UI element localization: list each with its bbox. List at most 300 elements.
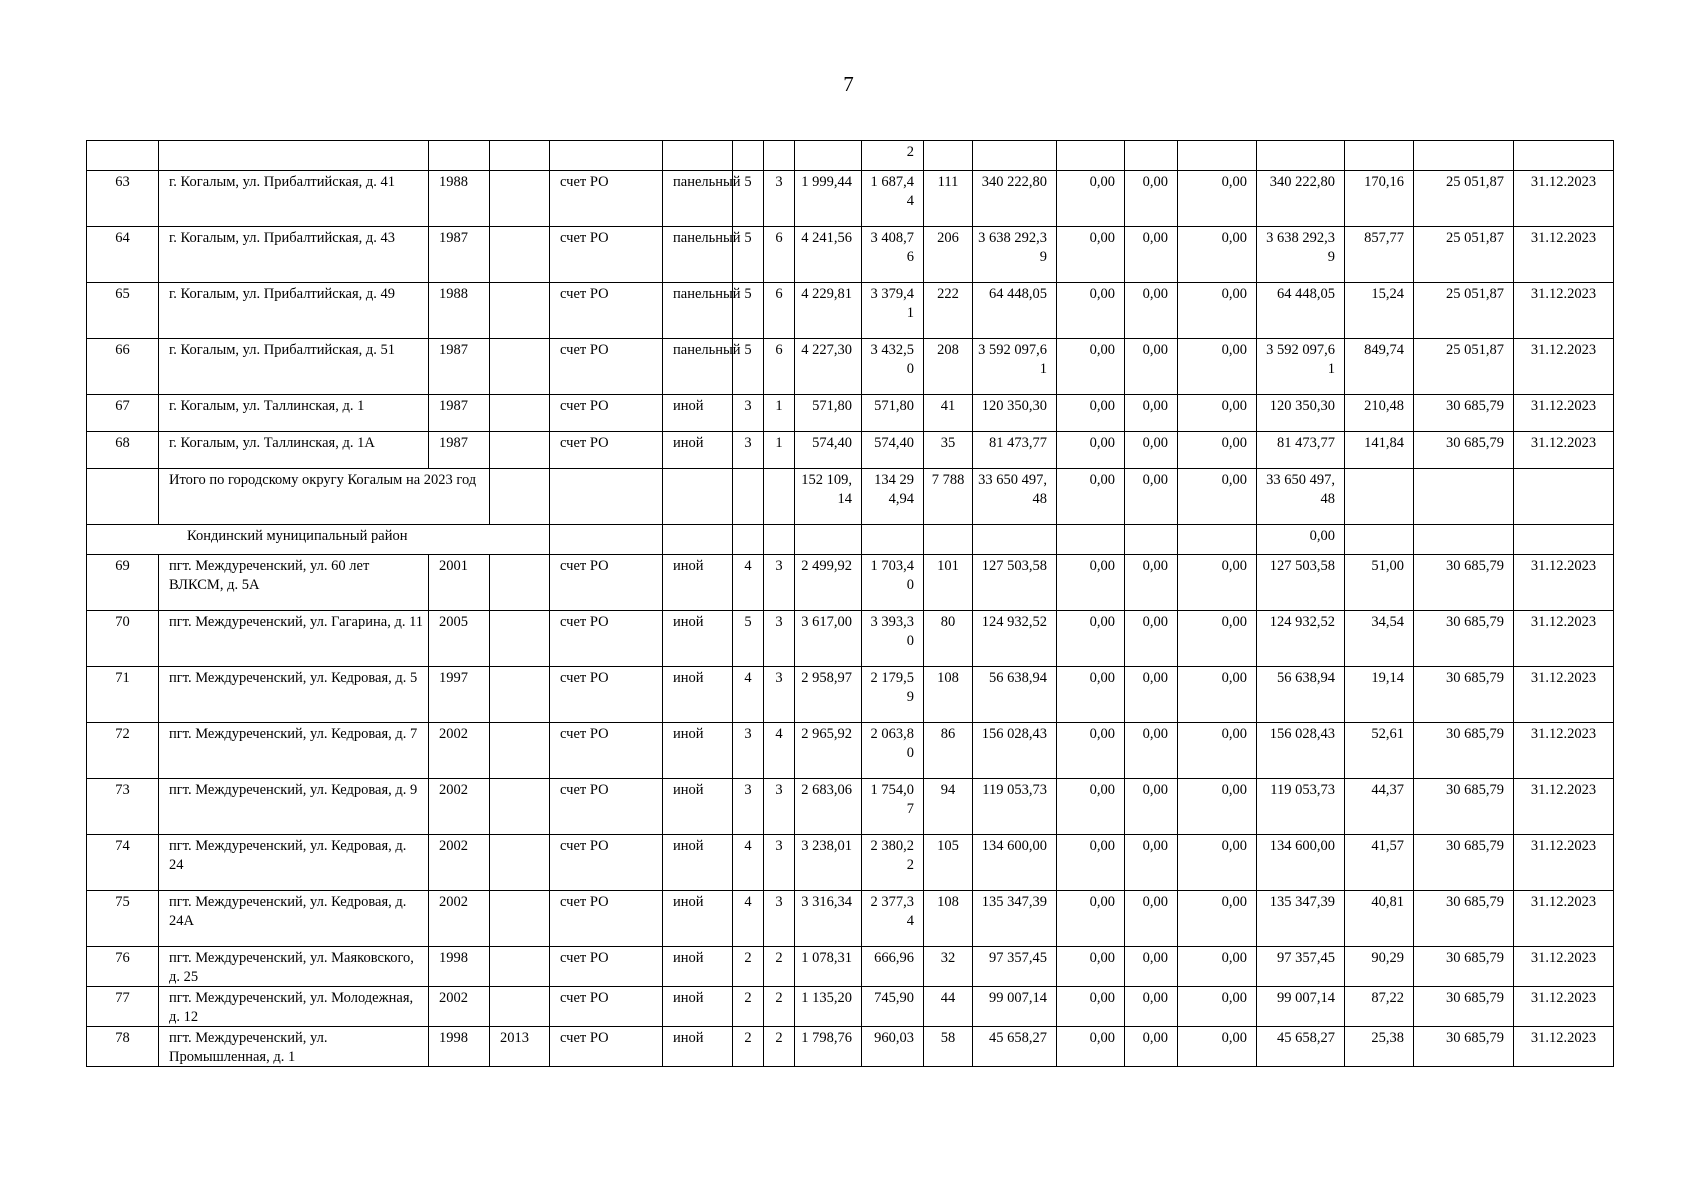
cell-year-built: 1987 bbox=[429, 432, 490, 469]
cell-area-live: 3 432,50 bbox=[862, 339, 924, 395]
cell-year-2 bbox=[490, 723, 550, 779]
cell-floors: 3 bbox=[733, 779, 764, 835]
cell-specific-cost: 34,54 bbox=[1345, 611, 1414, 667]
cell-fund-method: счет РО bbox=[550, 667, 663, 723]
cell-total-cost: 135 347,39 bbox=[973, 891, 1057, 947]
cell-area-total: 1 798,76 bbox=[795, 1027, 862, 1067]
cell-number: 64 bbox=[87, 227, 159, 283]
cell-source-4: 97 357,45 bbox=[1257, 947, 1345, 987]
cell-total-cost: 124 932,52 bbox=[973, 611, 1057, 667]
total-area-total: 152 109,14 bbox=[795, 469, 862, 525]
cell-source-4: 134 600,00 bbox=[1257, 835, 1345, 891]
cell-number: 63 bbox=[87, 171, 159, 227]
cell-address: пгт. Междуреченский, ул. Кедровая, д. 5 bbox=[159, 667, 429, 723]
cell-year-2 bbox=[490, 667, 550, 723]
cell-empty bbox=[1178, 525, 1257, 555]
cell-year-2 bbox=[490, 171, 550, 227]
total-cost: 33 650 497,48 bbox=[973, 469, 1057, 525]
cell-source-1: 0,00 bbox=[1057, 835, 1125, 891]
cell-number: 74 bbox=[87, 835, 159, 891]
cell-address: пгт. Междуреченский, ул. Маяковского, д. 25 bbox=[159, 947, 429, 987]
cell-source-1: 0,00 bbox=[1057, 987, 1125, 1027]
cell-area-live: 2 bbox=[862, 141, 924, 171]
cell-number: 66 bbox=[87, 339, 159, 395]
cell-specific-cost: 87,22 bbox=[1345, 987, 1414, 1027]
cell-source-1: 0,00 bbox=[1057, 891, 1125, 947]
table-row bbox=[87, 395, 1614, 432]
cell-specific-cost: 141,84 bbox=[1345, 432, 1414, 469]
cell-year-2 bbox=[490, 779, 550, 835]
cell-address: пгт. Междуреченский, ул. Молодежная, д. 12 bbox=[159, 987, 429, 1027]
cell-source-4: 3 638 292,39 bbox=[1257, 227, 1345, 283]
cell-fund-method: счет РО bbox=[550, 395, 663, 432]
cell-area-live: 3 379,41 bbox=[862, 283, 924, 339]
cell-total-cost: 3 638 292,39 bbox=[973, 227, 1057, 283]
cell-total-cost: 45 658,27 bbox=[973, 1027, 1057, 1067]
table-row bbox=[87, 1027, 1614, 1067]
cell-entrances: 2 bbox=[764, 987, 795, 1027]
total-residents: 7 788 bbox=[924, 469, 973, 525]
cell-year-built: 1997 bbox=[429, 667, 490, 723]
cell-source-3: 0,00 bbox=[1178, 283, 1257, 339]
cell-year-2 bbox=[490, 947, 550, 987]
cell-year-2 bbox=[490, 339, 550, 395]
cell-year-built: 2002 bbox=[429, 779, 490, 835]
page-number: 7 bbox=[843, 72, 854, 96]
cell-wall-material: панельный bbox=[663, 339, 733, 395]
cell-floors: 5 bbox=[733, 283, 764, 339]
cell-specific-cost: 90,29 bbox=[1345, 947, 1414, 987]
cell-year-2 bbox=[490, 395, 550, 432]
cell-plan-date: 31.12.2023 bbox=[1514, 667, 1614, 723]
cell-limit-cost: 25 051,87 bbox=[1414, 227, 1514, 283]
cell-area-total: 3 316,34 bbox=[795, 891, 862, 947]
cell-source-4: 56 638,94 bbox=[1257, 667, 1345, 723]
cell-total-cost: 99 007,14 bbox=[973, 987, 1057, 1027]
cell-floors: 4 bbox=[733, 555, 764, 611]
cell-source-4: 120 350,30 bbox=[1257, 395, 1345, 432]
total-source-4: 33 650 497,48 bbox=[1257, 469, 1345, 525]
table-body bbox=[87, 141, 1614, 1067]
cell-area-total: 3 238,01 bbox=[795, 835, 862, 891]
cell-year-2 bbox=[490, 611, 550, 667]
cell-specific-cost: 857,77 bbox=[1345, 227, 1414, 283]
cell-year-built: 1987 bbox=[429, 395, 490, 432]
total-area-live: 134 294,94 bbox=[862, 469, 924, 525]
cell-source-3: 0,00 bbox=[1178, 395, 1257, 432]
cell-plan-date: 31.12.2023 bbox=[1514, 339, 1614, 395]
cell-address: пгт. Междуреченский, ул. 60 лет ВЛКСМ, д. 5А bbox=[159, 555, 429, 611]
cell-area-total: 1 078,31 bbox=[795, 947, 862, 987]
cell-plan-date: 31.12.2023 bbox=[1514, 611, 1614, 667]
cell-specific-cost: 19,14 bbox=[1345, 667, 1414, 723]
cell-source-3: 0,00 bbox=[1178, 227, 1257, 283]
cell-entrances: 3 bbox=[764, 667, 795, 723]
table-row bbox=[87, 891, 1614, 947]
cell-address: г. Когалым, ул. Прибалтийская, д. 43 bbox=[159, 227, 429, 283]
cell-floors: 5 bbox=[733, 171, 764, 227]
table-row bbox=[87, 432, 1614, 469]
cell-source-2: 0,00 bbox=[1125, 891, 1178, 947]
cell-limit-cost: 30 685,79 bbox=[1414, 891, 1514, 947]
cell-source-1: 0,00 bbox=[1057, 283, 1125, 339]
cell-wall-material: панельный bbox=[663, 227, 733, 283]
cell-source-3: 0,00 bbox=[1178, 987, 1257, 1027]
cell-source-2: 0,00 bbox=[1125, 555, 1178, 611]
cell-plan-date: 31.12.2023 bbox=[1514, 891, 1614, 947]
cell-area-live: 1 703,40 bbox=[862, 555, 924, 611]
cell-entrances: 3 bbox=[764, 891, 795, 947]
cell-empty bbox=[87, 469, 159, 525]
cell-source-2: 0,00 bbox=[1125, 227, 1178, 283]
cell-entrances: 6 bbox=[764, 283, 795, 339]
cell-number: 65 bbox=[87, 283, 159, 339]
cell-source-4: 156 028,43 bbox=[1257, 723, 1345, 779]
cell-plan-date: 31.12.2023 bbox=[1514, 779, 1614, 835]
cell-year-2 bbox=[490, 555, 550, 611]
cell-residents: 41 bbox=[924, 395, 973, 432]
section-label: Кондинский муниципальный район bbox=[87, 525, 550, 555]
cell-residents: 86 bbox=[924, 723, 973, 779]
cell-residents: 35 bbox=[924, 432, 973, 469]
cell-limit-cost: 30 685,79 bbox=[1414, 395, 1514, 432]
cell-wall-material: иной bbox=[663, 779, 733, 835]
cell-limit-cost: 30 685,79 bbox=[1414, 987, 1514, 1027]
cell-wall-material: иной bbox=[663, 395, 733, 432]
cell-empty bbox=[795, 525, 862, 555]
cell-total-cost: 64 448,05 bbox=[973, 283, 1057, 339]
cell-plan-date: 31.12.2023 bbox=[1514, 723, 1614, 779]
cell-specific-cost: 40,81 bbox=[1345, 891, 1414, 947]
cell-number: 78 bbox=[87, 1027, 159, 1067]
cell-floors: 2 bbox=[733, 947, 764, 987]
cell-total-cost: 3 592 097,61 bbox=[973, 339, 1057, 395]
cell-source-1: 0,00 bbox=[1057, 1027, 1125, 1067]
cell-number: 67 bbox=[87, 395, 159, 432]
cell-area-live: 2 179,59 bbox=[862, 667, 924, 723]
cell-residents: 111 bbox=[924, 171, 973, 227]
cell-address: пгт. Междуреченский, ул. Кедровая, д. 9 bbox=[159, 779, 429, 835]
cell-empty bbox=[550, 525, 663, 555]
housing-table bbox=[86, 140, 1614, 1067]
cell-fund-method: счет РО bbox=[550, 283, 663, 339]
cell-source-4: 99 007,14 bbox=[1257, 987, 1345, 1027]
cell-source-2: 0,00 bbox=[1125, 1027, 1178, 1067]
cell-source-3: 0,00 bbox=[1178, 555, 1257, 611]
cell-area-total: 4 227,30 bbox=[795, 339, 862, 395]
cell-fund-method: счет РО bbox=[550, 339, 663, 395]
cell-number: 72 bbox=[87, 723, 159, 779]
cell-source-1: 0,00 bbox=[1057, 395, 1125, 432]
cell-source-4: 119 053,73 bbox=[1257, 779, 1345, 835]
cell-limit-cost: 25 051,87 bbox=[1414, 171, 1514, 227]
cell-empty bbox=[1514, 525, 1614, 555]
cell-source-1: 0,00 bbox=[1057, 555, 1125, 611]
cell-area-live: 574,40 bbox=[862, 432, 924, 469]
cell-source-3: 0,00 bbox=[1178, 947, 1257, 987]
cell-entrances: 1 bbox=[764, 432, 795, 469]
cell-source-2: 0,00 bbox=[1125, 283, 1178, 339]
cell-year-2 bbox=[490, 987, 550, 1027]
cell-number: 68 bbox=[87, 432, 159, 469]
cell-entrances: 2 bbox=[764, 1027, 795, 1067]
cell-area-live: 745,90 bbox=[862, 987, 924, 1027]
cell-source-2: 0,00 bbox=[1125, 432, 1178, 469]
cell-source-3: 0,00 bbox=[1178, 779, 1257, 835]
cell-area-live: 3 408,76 bbox=[862, 227, 924, 283]
cell-floors: 5 bbox=[733, 227, 764, 283]
cell-source-3: 0,00 bbox=[1178, 171, 1257, 227]
cell-area-total: 4 241,56 bbox=[795, 227, 862, 283]
cell-residents: 206 bbox=[924, 227, 973, 283]
cell-year-built: 1988 bbox=[429, 283, 490, 339]
cell-floors: 3 bbox=[733, 723, 764, 779]
table-row bbox=[87, 779, 1614, 835]
cell-entrances: 6 bbox=[764, 339, 795, 395]
cell-empty bbox=[1125, 525, 1178, 555]
cell-total-cost: 134 600,00 bbox=[973, 835, 1057, 891]
table-row bbox=[87, 555, 1614, 611]
cell-address: пгт. Междуреченский, ул. Кедровая, д. 24А bbox=[159, 891, 429, 947]
cell-source-1: 0,00 bbox=[1057, 723, 1125, 779]
cell-source-1: 0,00 bbox=[1057, 611, 1125, 667]
cell-total-cost: 119 053,73 bbox=[973, 779, 1057, 835]
cell-year-2 bbox=[490, 835, 550, 891]
cell-source-4: 45 658,27 bbox=[1257, 1027, 1345, 1067]
cell-year-built: 1998 bbox=[429, 947, 490, 987]
cell-empty bbox=[1345, 469, 1414, 525]
cell-year-built: 2005 bbox=[429, 611, 490, 667]
cell-year-2 bbox=[490, 891, 550, 947]
cell-empty bbox=[973, 525, 1057, 555]
cell-wall-material: иной bbox=[663, 723, 733, 779]
cell-source-4: 127 503,58 bbox=[1257, 555, 1345, 611]
cell-specific-cost: 849,74 bbox=[1345, 339, 1414, 395]
table-row bbox=[87, 947, 1614, 987]
cell-floors: 2 bbox=[733, 1027, 764, 1067]
cell-floors: 2 bbox=[733, 987, 764, 1027]
cell-source-1: 0,00 bbox=[1057, 339, 1125, 395]
cell-area-live: 2 377,34 bbox=[862, 891, 924, 947]
cell-plan-date: 31.12.2023 bbox=[1514, 947, 1614, 987]
cell-number: 69 bbox=[87, 555, 159, 611]
cell-floors: 4 bbox=[733, 835, 764, 891]
cell-floors: 5 bbox=[733, 611, 764, 667]
cell-floors: 3 bbox=[733, 432, 764, 469]
table-row bbox=[87, 667, 1614, 723]
cell-specific-cost: 170,16 bbox=[1345, 171, 1414, 227]
cell-empty bbox=[862, 525, 924, 555]
cell-source-1: 0,00 bbox=[1057, 947, 1125, 987]
cell-area-total: 571,80 bbox=[795, 395, 862, 432]
cell-wall-material: иной bbox=[663, 987, 733, 1027]
cell-plan-date: 31.12.2023 bbox=[1514, 432, 1614, 469]
cell-address: пгт. Междуреченский, ул. Промышленная, д. 1 bbox=[159, 1027, 429, 1067]
cell-specific-cost: 210,48 bbox=[1345, 395, 1414, 432]
cell-entrances: 3 bbox=[764, 779, 795, 835]
cell-empty bbox=[550, 469, 663, 525]
cell-source-1: 0,00 bbox=[1057, 171, 1125, 227]
cell-fund-method: счет РО bbox=[550, 171, 663, 227]
cell-empty bbox=[1514, 469, 1614, 525]
table-row-section bbox=[87, 525, 1614, 555]
cell-specific-cost: 15,24 bbox=[1345, 283, 1414, 339]
cell-wall-material: иной bbox=[663, 891, 733, 947]
cell-source-2: 0,00 bbox=[1125, 339, 1178, 395]
cell-limit-cost: 30 685,79 bbox=[1414, 555, 1514, 611]
cell-address: пгт. Междуреченский, ул. Гагарина, д. 11 bbox=[159, 611, 429, 667]
cell-source-1: 0,00 bbox=[1057, 432, 1125, 469]
cell-empty bbox=[1345, 525, 1414, 555]
cell-area-total: 574,40 bbox=[795, 432, 862, 469]
cell-source-1: 0,00 bbox=[1057, 779, 1125, 835]
cell-empty bbox=[733, 525, 764, 555]
cell-empty bbox=[764, 525, 795, 555]
cell-empty bbox=[663, 525, 733, 555]
cell-plan-date: 31.12.2023 bbox=[1514, 171, 1614, 227]
total-source-1: 0,00 bbox=[1057, 469, 1125, 525]
cell-empty bbox=[764, 469, 795, 525]
cell-source-2: 0,00 bbox=[1125, 611, 1178, 667]
cell-year-built: 2001 bbox=[429, 555, 490, 611]
total-source-2: 0,00 bbox=[1125, 469, 1178, 525]
total-label: Итого по городскому округу Когалым на 2023 год bbox=[159, 469, 490, 525]
cell-total-cost: 56 638,94 bbox=[973, 667, 1057, 723]
cell-specific-cost: 52,61 bbox=[1345, 723, 1414, 779]
cell-residents: 101 bbox=[924, 555, 973, 611]
cell-source-3: 0,00 bbox=[1178, 611, 1257, 667]
cell-entrances: 3 bbox=[764, 835, 795, 891]
cell-area-live: 3 393,30 bbox=[862, 611, 924, 667]
cell-year-built: 1987 bbox=[429, 227, 490, 283]
table-row bbox=[87, 283, 1614, 339]
cell-limit-cost: 30 685,79 bbox=[1414, 779, 1514, 835]
cell-year-built: 1988 bbox=[429, 171, 490, 227]
cell-plan-date: 31.12.2023 bbox=[1514, 835, 1614, 891]
table-row-continuation bbox=[87, 141, 1614, 171]
cell-year-built: 2002 bbox=[429, 723, 490, 779]
cell-number: 75 bbox=[87, 891, 159, 947]
cell-source-4: 3 592 097,61 bbox=[1257, 339, 1345, 395]
cell-address: г. Когалым, ул. Прибалтийская, д. 49 bbox=[159, 283, 429, 339]
cell-empty bbox=[1057, 525, 1125, 555]
section-source-4: 0,00 bbox=[1257, 525, 1345, 555]
cell-number: 73 bbox=[87, 779, 159, 835]
table-row bbox=[87, 987, 1614, 1027]
cell-limit-cost: 30 685,79 bbox=[1414, 723, 1514, 779]
cell-year-2 bbox=[490, 283, 550, 339]
cell-source-2: 0,00 bbox=[1125, 723, 1178, 779]
cell-fund-method: счет РО bbox=[550, 835, 663, 891]
cell-source-4: 81 473,77 bbox=[1257, 432, 1345, 469]
cell-address: г. Когалым, ул. Таллинская, д. 1 bbox=[159, 395, 429, 432]
cell-area-live: 1 687,44 bbox=[862, 171, 924, 227]
cell-area-total: 2 683,06 bbox=[795, 779, 862, 835]
cell-plan-date: 31.12.2023 bbox=[1514, 395, 1614, 432]
table-row bbox=[87, 835, 1614, 891]
cell-residents: 94 bbox=[924, 779, 973, 835]
cell-floors: 4 bbox=[733, 667, 764, 723]
cell-source-2: 0,00 bbox=[1125, 947, 1178, 987]
cell-address: г. Когалым, ул. Прибалтийская, д. 41 bbox=[159, 171, 429, 227]
cell-source-3: 0,00 bbox=[1178, 723, 1257, 779]
cell-area-live: 1 754,07 bbox=[862, 779, 924, 835]
cell-wall-material: иной bbox=[663, 432, 733, 469]
cell-residents: 208 bbox=[924, 339, 973, 395]
cell-area-total: 4 229,81 bbox=[795, 283, 862, 339]
cell-wall-material: иной bbox=[663, 1027, 733, 1067]
cell-source-3: 0,00 bbox=[1178, 891, 1257, 947]
cell-address: г. Когалым, ул. Прибалтийская, д. 51 bbox=[159, 339, 429, 395]
cell-plan-date: 31.12.2023 bbox=[1514, 227, 1614, 283]
cell-wall-material: панельный bbox=[663, 283, 733, 339]
cell-year-2: 2013 bbox=[490, 1027, 550, 1067]
cell-area-live: 2 063,80 bbox=[862, 723, 924, 779]
cell-plan-date: 31.12.2023 bbox=[1514, 283, 1614, 339]
cell-limit-cost: 25 051,87 bbox=[1414, 283, 1514, 339]
table-row bbox=[87, 611, 1614, 667]
cell-number: 76 bbox=[87, 947, 159, 987]
table-row bbox=[87, 339, 1614, 395]
cell-limit-cost: 30 685,79 bbox=[1414, 1027, 1514, 1067]
cell-fund-method: счет РО bbox=[550, 947, 663, 987]
cell-source-1: 0,00 bbox=[1057, 667, 1125, 723]
cell-specific-cost: 51,00 bbox=[1345, 555, 1414, 611]
cell-total-cost: 340 222,80 bbox=[973, 171, 1057, 227]
cell-wall-material: иной bbox=[663, 555, 733, 611]
cell-entrances: 3 bbox=[764, 555, 795, 611]
cell-source-4: 124 932,52 bbox=[1257, 611, 1345, 667]
cell-residents: 44 bbox=[924, 987, 973, 1027]
cell-fund-method: счет РО bbox=[550, 227, 663, 283]
cell-residents: 32 bbox=[924, 947, 973, 987]
cell-year-2 bbox=[490, 432, 550, 469]
cell-plan-date: 31.12.2023 bbox=[1514, 987, 1614, 1027]
cell-entrances: 1 bbox=[764, 395, 795, 432]
cell-source-4: 64 448,05 bbox=[1257, 283, 1345, 339]
cell-year-built: 2002 bbox=[429, 891, 490, 947]
cell-residents: 58 bbox=[924, 1027, 973, 1067]
cell-year-built: 2002 bbox=[429, 835, 490, 891]
cell-year-built: 1998 bbox=[429, 1027, 490, 1067]
cell-entrances: 6 bbox=[764, 227, 795, 283]
table-row bbox=[87, 227, 1614, 283]
cell-fund-method: счет РО bbox=[550, 1027, 663, 1067]
cell-empty bbox=[1414, 469, 1514, 525]
table-row bbox=[87, 171, 1614, 227]
cell-wall-material: иной bbox=[663, 611, 733, 667]
cell-wall-material: иной bbox=[663, 667, 733, 723]
cell-area-total: 2 958,97 bbox=[795, 667, 862, 723]
cell-area-total: 3 617,00 bbox=[795, 611, 862, 667]
cell-entrances: 3 bbox=[764, 171, 795, 227]
cell-residents: 105 bbox=[924, 835, 973, 891]
cell-fund-method: счет РО bbox=[550, 611, 663, 667]
cell-source-2: 0,00 bbox=[1125, 395, 1178, 432]
cell-source-2: 0,00 bbox=[1125, 667, 1178, 723]
cell-number: 77 bbox=[87, 987, 159, 1027]
cell-wall-material: иной bbox=[663, 835, 733, 891]
cell-limit-cost: 30 685,79 bbox=[1414, 947, 1514, 987]
cell-wall-material: иной bbox=[663, 947, 733, 987]
cell-fund-method: счет РО bbox=[550, 723, 663, 779]
cell-address: пгт. Междуреченский, ул. Кедровая, д. 7 bbox=[159, 723, 429, 779]
cell-empty bbox=[490, 469, 550, 525]
cell-fund-method: счет РО bbox=[550, 987, 663, 1027]
cell-entrances: 3 bbox=[764, 611, 795, 667]
cell-year-built: 2002 bbox=[429, 987, 490, 1027]
cell-plan-date: 31.12.2023 bbox=[1514, 1027, 1614, 1067]
